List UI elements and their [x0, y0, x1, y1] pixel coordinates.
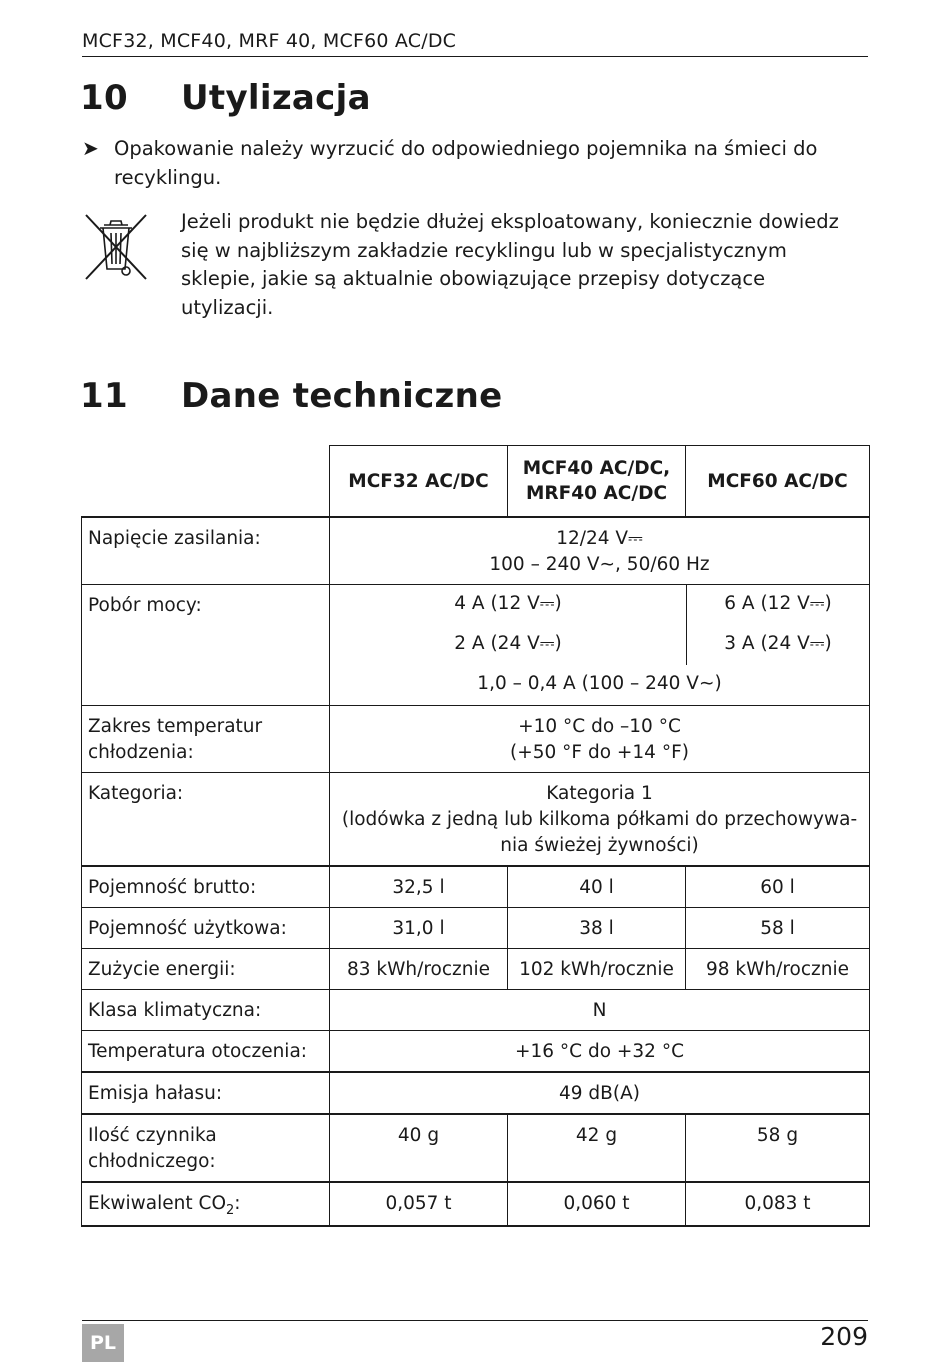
cell-value: 38 l	[508, 908, 686, 949]
row-value	[330, 585, 870, 706]
column-header-mcf60: MCF60 AC/DC	[686, 446, 870, 518]
table-row	[82, 1031, 870, 1073]
page-number: 209	[820, 1322, 868, 1351]
cell-value: 40 l	[508, 866, 686, 908]
row-label: Zakres temperatur chłodzenia:	[82, 706, 330, 773]
row-label: Klasa klimatyczna:	[82, 990, 330, 1031]
power-dc-12v-small: 4 A (12 V⎓)	[454, 593, 562, 614]
section-number: 11	[80, 376, 128, 416]
power-dc-12v-large: 6 A (12 V⎓)	[724, 593, 832, 614]
footer-divider	[82, 1320, 868, 1321]
row-label: Napięcie zasilania:	[82, 517, 330, 585]
table-row	[82, 585, 870, 706]
table-row	[82, 773, 870, 867]
cell-value: 42 g	[508, 1114, 686, 1182]
table-row	[82, 706, 870, 773]
section-title: Utylizacja	[181, 78, 371, 118]
row-label: Pojemność użytkowa:	[82, 908, 330, 949]
cell-value: 102 kWh/rocznie	[508, 949, 686, 990]
cell-value: 83 kWh/rocznie	[330, 949, 508, 990]
recycling-note: Jeżeli produkt nie będzie dłużej eksploatowany, koniecznie dowiedz się w najbliższym zakładzie recyklingu lub w specjalistycznym sklepie, jakie są aktualnie obowiązujące przepisy dotyczące utylizacji.	[181, 210, 839, 319]
column-header-mcf32: MCF32 AC/DC	[330, 446, 508, 518]
table-row	[82, 866, 870, 908]
row-value: Kategoria 1 (lodówka z jedną lub kilkoma półkami do przechowywa- nia świeżej żywności)	[330, 773, 870, 867]
column-divider	[686, 585, 687, 665]
bullet-text: Opakowanie należy wyrzucić do odpowiedniego pojemnika na śmieci do recyklingu.	[114, 137, 818, 189]
cell-value: 0,083 t	[686, 1182, 870, 1226]
cell-value: 58 g	[686, 1114, 870, 1182]
row-label: Pojemność brutto:	[82, 866, 330, 908]
row-value: 49 dB(A)	[330, 1072, 870, 1114]
cell-value: 58 l	[686, 908, 870, 949]
cell-value: 0,060 t	[508, 1182, 686, 1226]
bullet-instruction	[82, 134, 872, 192]
cell-value: 32,5 l	[330, 866, 508, 908]
technical-data-table	[81, 445, 870, 1227]
row-value: +10 °C do –10 °C (+50 °F do +14 °F)	[330, 706, 870, 773]
row-label: Temperatura otoczenia:	[82, 1031, 330, 1073]
row-value: 12/24 V⎓ 100 – 240 V∼, 50/60 Hz	[330, 517, 870, 585]
table-row	[82, 949, 870, 990]
row-value: +16 °C do +32 °C	[330, 1031, 870, 1073]
table-row	[82, 1114, 870, 1182]
table-row	[82, 1182, 870, 1226]
table-row	[82, 990, 870, 1031]
cell-value: 98 kWh/rocznie	[686, 949, 870, 990]
row-label: Kategoria:	[82, 773, 330, 867]
power-ac: 1,0 – 0,4 A (100 – 240 V∼)	[477, 673, 722, 694]
column-header-mcf40: MCF40 AC/DC, MRF40 AC/DC	[508, 446, 686, 518]
section-number: 10	[80, 78, 128, 118]
table-row	[82, 517, 870, 585]
document-header: MCF32, MCF40, MRF 40, MCF60 AC/DC	[82, 30, 868, 57]
section-title: Dane techniczne	[181, 376, 503, 416]
cell-value: 0,057 t	[330, 1182, 508, 1226]
table-row	[82, 1072, 870, 1114]
cell-value: 60 l	[686, 866, 870, 908]
cell-value: 40 g	[330, 1114, 508, 1182]
language-badge: PL	[82, 1324, 124, 1362]
row-label: Emisja hałasu:	[82, 1072, 330, 1114]
arrow-bullet-icon: ➤	[82, 136, 99, 160]
cell-value: 31,0 l	[330, 908, 508, 949]
row-label: Ilość czynnika chłodniczego:	[82, 1114, 330, 1182]
row-value: N	[330, 990, 870, 1031]
crossed-out-bin-icon	[82, 213, 150, 283]
row-label: Pobór mocy:	[82, 585, 330, 706]
power-dc-24v-small: 2 A (24 V⎓)	[454, 633, 562, 654]
table-header-row	[82, 446, 870, 518]
row-label: Ekwiwalent $CO_2$:	[82, 1182, 330, 1226]
row-label: Zużycie energii:	[82, 949, 330, 990]
power-dc-24v-large: 3 A (24 V⎓)	[724, 633, 832, 654]
table-row	[82, 908, 870, 949]
